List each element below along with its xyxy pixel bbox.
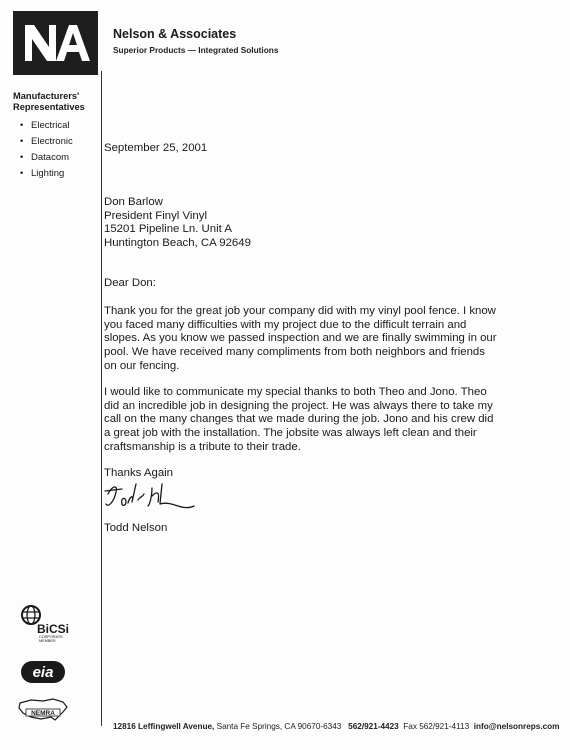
footer-phone: 562/921-4423 (348, 722, 399, 731)
bicsi-logo-icon (17, 603, 77, 643)
sidebar-title (13, 91, 85, 113)
sidebar-title-line2: Representatives (13, 102, 85, 112)
category-list (20, 118, 73, 182)
paragraph-line: call on the many changes that we made during the job. Jono and his crew did (104, 413, 494, 426)
category-item: • Electrical (20, 120, 70, 131)
category-label: Lighting (31, 168, 65, 179)
recipient-block (104, 196, 251, 251)
nemra-text: NEMRA (31, 710, 55, 717)
category-label: Electrical (31, 120, 70, 131)
nemra-usa-map-icon (17, 695, 71, 725)
sidebar-divider (101, 71, 102, 726)
category-item: • Electronic (20, 136, 73, 147)
bicsi-badge (17, 603, 77, 648)
paragraph-line: you faced many difficulties with my project due to the difficult terrain and (104, 318, 467, 331)
paragraph-line: on our fencing. (104, 359, 180, 372)
paragraph-line: did an incredible job in designing the project. He was always there to take my (104, 399, 493, 412)
letter-date: September 25, 2001 (104, 142, 208, 154)
handwritten-signature (102, 474, 202, 520)
eia-badge (20, 660, 66, 689)
company-name: Nelson & Associates (113, 27, 237, 41)
category-item: • Datacom (20, 152, 70, 163)
footer-contact (113, 722, 559, 731)
paragraph-line: craftsmanship is a tribute to their trade. (104, 440, 301, 453)
category-item: • Lighting (20, 168, 65, 179)
bicsi-sub2: MEMBER (39, 639, 56, 643)
paragraph-line: I would like to communicate my special thanks to both Theo and Jono. Theo (104, 386, 487, 398)
company-logo (13, 11, 98, 75)
paragraph-line: Thank you for the great job your company did with my vinyl pool fence. I know (104, 305, 496, 317)
recipient-title: President Finyl Vinyl (104, 209, 207, 222)
nemra-badge (17, 695, 71, 730)
paragraph-line: a great job with the installation. The jobsite was always left clean and their (104, 427, 477, 440)
paragraph-1 (104, 305, 524, 374)
recipient-name: Don Barlow (104, 196, 163, 208)
footer-address-street: 12816 Leffingwell Avenue, (113, 722, 215, 731)
category-label: Datacom (31, 152, 70, 163)
na-monogram-icon (13, 11, 98, 75)
eia-logo-icon (20, 660, 66, 684)
bicsi-text: BiCSi (37, 622, 70, 636)
footer-fax: Fax 562/921-4113 (403, 722, 470, 731)
recipient-city: Huntington Beach, CA 92649 (104, 237, 251, 250)
footer-address-city: Santa Fe Springs, CA 90670-6343 (214, 722, 342, 731)
paragraph-line: pool. We have received many compliments from both neighbors and friends (104, 346, 485, 359)
recipient-street: 15201 Pipeline Ln. Unit A (104, 223, 232, 236)
paragraph-line: slopes. As you know we passed inspection and we are finally swimming in our (104, 332, 497, 345)
eia-text: eia (32, 664, 54, 681)
category-label: Electronic (31, 136, 73, 147)
sidebar-title-line1: Manufacturers' (13, 91, 80, 101)
salutation: Dear Don: (104, 277, 156, 289)
footer-email: info@nelsonreps.com (473, 722, 560, 731)
closing: Thanks Again (104, 467, 174, 479)
company-tagline: Superior Products — Integrated Solutions (113, 45, 279, 55)
signer-name: Todd Nelson (104, 522, 168, 534)
paragraph-2 (104, 386, 524, 455)
bicsi-sub1: CORPORATE (39, 635, 63, 639)
